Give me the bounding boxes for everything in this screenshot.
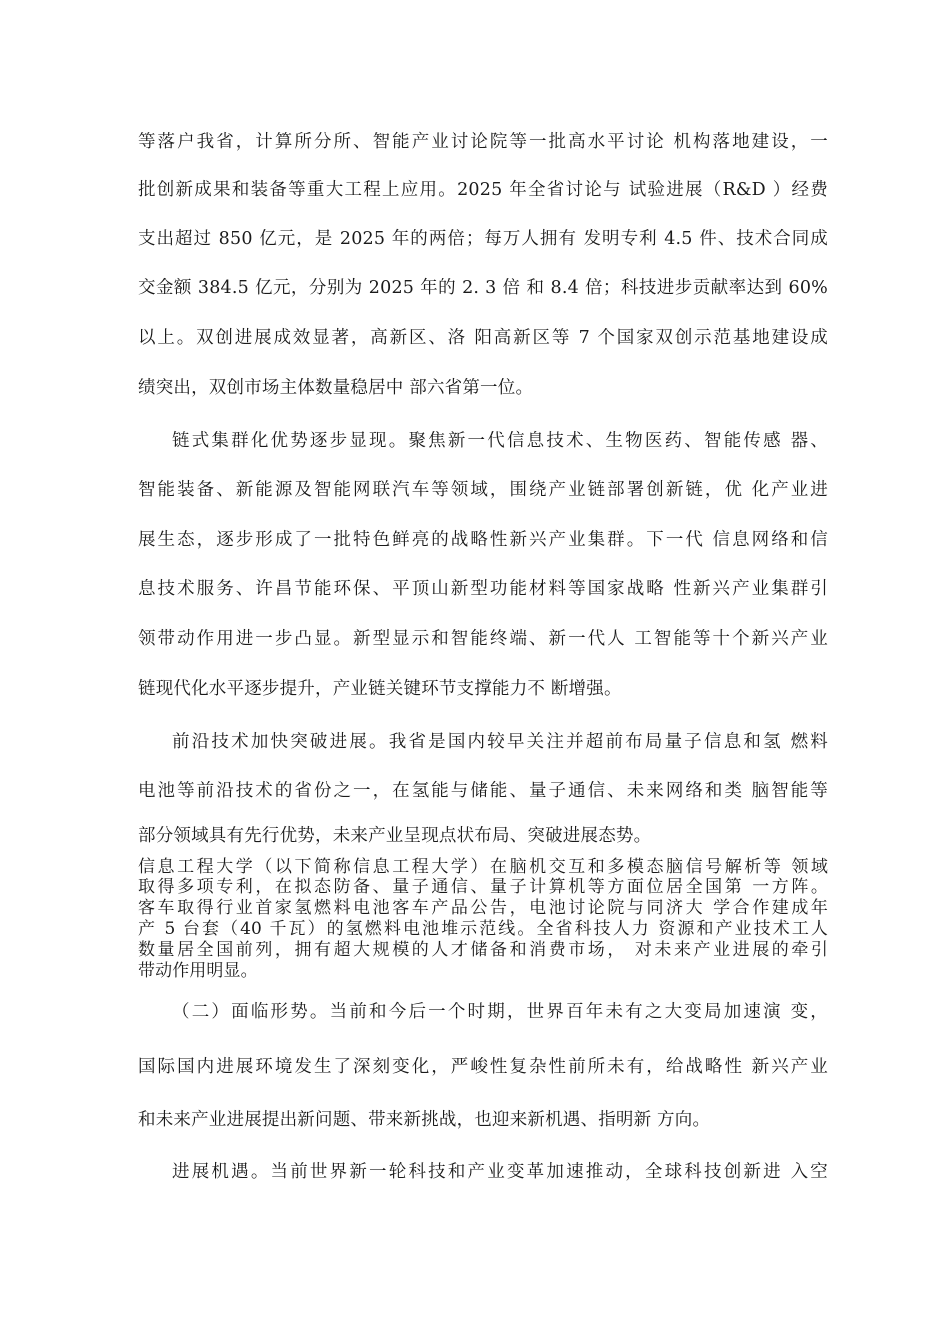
paragraph-4-line: 带动作用明显。 bbox=[138, 961, 258, 981]
paragraph-2-line: 领带动作用进一步凸显。新型显示和智能终端、新一代人 工智能等十个新兴产业 bbox=[138, 629, 828, 649]
paragraph-4-line: 产 5 台套（40 千瓦）的氢燃料电池堆示范线。全省科技人力 资源和产业技术工人 bbox=[138, 919, 828, 939]
paragraph-4-line: 客车取得行业首家氢燃料电池客车产品公告，电池讨论院与同济大 学合作建成年 bbox=[138, 898, 828, 918]
paragraph-2-line: 展生态，逐步形成了一批特色鲜亮的战略性新兴产业集群。下一代 信息网络和信 bbox=[138, 530, 828, 550]
paragraph-2-line: 智能装备、新能源及智能网联汽车等领域，围绕产业链部署创新链，优 化产业进 bbox=[138, 480, 828, 500]
paragraph-3-line: 电池等前沿技术的省份之一，在氢能与储能、量子通信、未来网络和类 脑智能等 bbox=[138, 781, 828, 801]
paragraph-1-line: 以上。双创进展成效显著，高新区、洛 阳高新区等 7 个国家双创示范基地建设成 bbox=[138, 328, 828, 348]
paragraph-2-line: 链式集群化优势逐步显现。聚焦新一代信息技术、生物医药、智能传感 器、 bbox=[172, 431, 828, 451]
paragraph-5-line: 和未来产业进展提出新问题、带来新挑战，也迎来新机遇、指明新 方向。 bbox=[138, 1110, 711, 1130]
paragraph-6-line: 进展机遇。当前世界新一轮科技和产业变革加速推动，全球科技创新进 入空 bbox=[172, 1162, 828, 1182]
paragraph-1-line: 支出超过 850 亿元，是 2025 年的两倍；每万人拥有 发明专利 4.5 件、技术合同成 bbox=[138, 229, 828, 249]
paragraph-1-line: 批创新成果和装备等重大工程上应用。2025 年全省讨论与 试验进展（R&D ）经费 bbox=[138, 180, 828, 200]
paragraph-4-line: 取得多项专利，在拟态防备、量子通信、量子计算机等方面位居全国第 一方阵。 bbox=[138, 877, 828, 897]
paragraph-5-line: 国际国内进展环境发生了深刻变化，严峻性复杂性前所未有，给战略性 新兴产业 bbox=[138, 1057, 828, 1077]
paragraph-3-line: 前沿技术加快突破进展。我省是国内较早关注并超前布局量子信息和氢 燃料 bbox=[172, 732, 828, 752]
paragraph-2-line: 链现代化水平逐步提升，产业链关键环节支撑能力不 断增强。 bbox=[138, 679, 622, 699]
paragraph-1-line: 绩突出，双创市场主体数量稳居中 部六省第一位。 bbox=[138, 378, 534, 398]
paragraph-1-line: 交金额 384.5 亿元，分别为 2025 年的 2. 3 倍 和 8.4 倍；科技进步贡献率达到 60% bbox=[138, 278, 828, 298]
paragraph-2-line: 息技术服务、许昌节能环保、平顶山新型功能材料等国家战略 性新兴产业集群引 bbox=[138, 579, 828, 599]
paragraph-4-line: 信息工程大学（以下简称信息工程大学）在脑机交互和多模态脑信号解析等 领域 bbox=[138, 857, 828, 877]
paragraph-1-line: 等落户我省，计算所分所、智能产业讨论院等一批高水平讨论 机构落地建设，一 bbox=[138, 132, 828, 152]
paragraph-5-line: （二）面临形势。当前和今后一个时期，世界百年未有之大变局加速演 变， bbox=[172, 1002, 828, 1022]
paragraph-3-line: 部分领域具有先行优势，未来产业呈现点状布局、突破进展态势。 bbox=[138, 826, 652, 846]
paragraph-4-line: 数量居全国前列，拥有超大规模的人才储备和消费市场， 对未来产业进展的牵引 bbox=[138, 940, 828, 960]
